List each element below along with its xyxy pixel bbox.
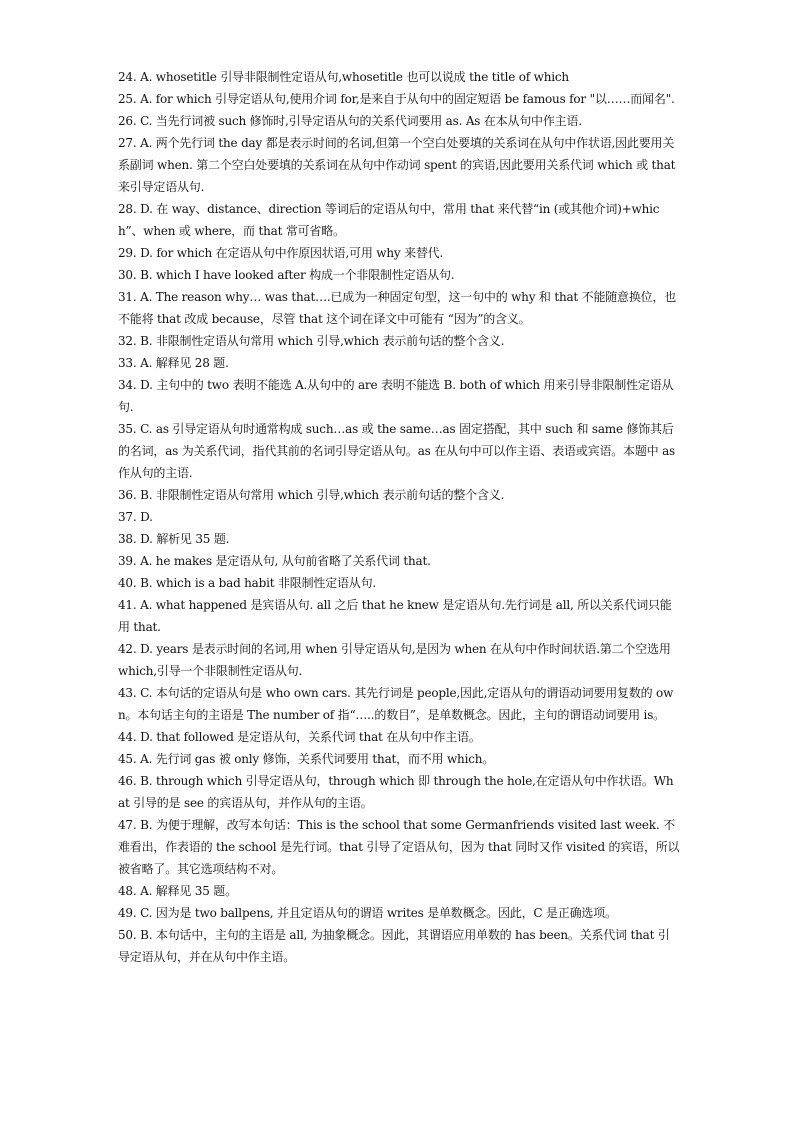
answer-item-40: 40. B. which is a bad habit 非限制性定语从句. xyxy=(118,576,377,590)
answer-item-33: 33. A. 解释见 28 题. xyxy=(118,356,229,370)
answer-item-43: 43. C. 本句话的定语从句是 who own cars. 其先行词是 people,因此,定语从句的谓语动词要用复数的 own。本句话主句的主语是 The number of 指“…..的数目”，是单数概念。因此，主句的谓语动词要用 is。 xyxy=(118,686,674,722)
answer-item-27: 27. A. 两个先行词 the day 都是表示时间的名词,但第一个空白处要填的关系词在从句中作状语,因此要用关系副词 when. 第二个空白处要填的关系词在从句中作动词 spent 的宾语,因此要用关系代词 which 或 that 来引导定语从句. xyxy=(118,136,676,194)
answer-item-41: 41. A. what happened 是宾语从句. all 之后 that he knew 是定语从句.先行词是 all, 所以关系代词只能用 that. xyxy=(118,598,672,634)
answer-item-46: 46. B. through which 引导定语从句，through which 即 through the hole,在定语从句中作状语。What 引导的是 see 的宾语从句，并作从句的主语。 xyxy=(118,774,674,810)
answer-item-24: 24. A. whosetitle 引导非限制性定语从句,whosetitle 也可以说成 the title of which xyxy=(118,70,569,84)
answer-item-48: 48. A. 解释见 35 题。 xyxy=(118,884,237,898)
answer-item-37: 37. D. xyxy=(118,510,153,524)
answer-item-38: 38. D. 解析见 35 题. xyxy=(118,532,230,546)
answer-item-29: 29. D. for which 在定语从句中作原因状语,可用 why 来替代. xyxy=(118,246,444,260)
answer-item-45: 45. A. 先行词 gas 被 only 修饰，关系代词要用 that，而不用 which。 xyxy=(118,752,495,766)
answer-item-39: 39. A. he makes 是定语从句, 从句前省略了关系代词 that. xyxy=(118,554,431,568)
answer-item-25: 25. A. for which 引导定语从句,使用介词 for,是来自于从句中的固定短语 be famous for "以……而闻名". xyxy=(118,92,675,106)
answer-item-49: 49. C. 因为是 two ballpens, 并且定语从句的谓语 writes 是单数概念。因此，C 是正确选项。 xyxy=(118,906,617,920)
answer-item-31: 31. A. The reason why… was that….已成为一种固定句型，这一句中的 why 和 that 不能随意换位，也不能将 that 改成 because，尽管 that 这个词在译文中可能有 “因为”的含义。 xyxy=(118,290,677,326)
answer-item-28: 28. D. 在 way、distance、direction 等词后的定语从句中，常用 that 来代替“in (或其他介词)+which”、when 或 where，而 that 常可省略。 xyxy=(118,202,660,238)
answer-item-32: 32. B. 非限制性定语从句常用 which 引导,which 表示前句话的整个含义. xyxy=(118,334,505,348)
answer-item-35: 35. C. as 引导定语从句时通常构成 such…as 或 the same…as 固定搭配，其中 such 和 same 修饰其后的名词，as 为关系代词，指代其前的名词引导定语从句。as 在从句中可以作主语、表语或宾语。本题中 as 作从句的主语. xyxy=(118,422,675,480)
answer-item-34: 34. D. 主句中的 two 表明不能选 A.从句中的 are 表明不能选 B. both of which 用来引导非限制性定语从句. xyxy=(118,378,674,414)
answer-item-30: 30. B. which I have looked after 构成一个非限制性定语从句. xyxy=(118,268,455,282)
answer-item-50: 50. B. 本句话中，主句的主语是 all, 为抽象概念。因此，其谓语应用单数的 has been。关系代词 that 引导定语从句，并在从句中作主语。 xyxy=(118,928,670,964)
answer-item-44: 44. D. that followed 是定语从句，关系代词 that 在从句中作主语。 xyxy=(118,730,481,744)
answer-item-26: 26. C. 当先行词被 such 修饰时,引导定语从句的关系代词要用 as. As 在本从句中作主语. xyxy=(118,114,582,128)
answer-item-47: 47. B. 为便于理解，改写本句话：This is the school that some Germanfriends visited last week. 不难看出，作表语的 the school 是先行词。that 引导了定语从句，因为 that 同时又作 visited 的宾语，所以被省略了。其它选项结构不对。 xyxy=(118,818,680,876)
answer-key-page xyxy=(118,66,680,968)
answer-item-42: 42. D. years 是表示时间的名词,用 when 引导定语从句,是因为 when 在从句中作时间状语.第二个空选用 which,引导一个非限制性定语从句. xyxy=(118,642,671,678)
answer-item-36: 36. B. 非限制性定语从句常用 which 引导,which 表示前句话的整个含义. xyxy=(118,488,505,502)
